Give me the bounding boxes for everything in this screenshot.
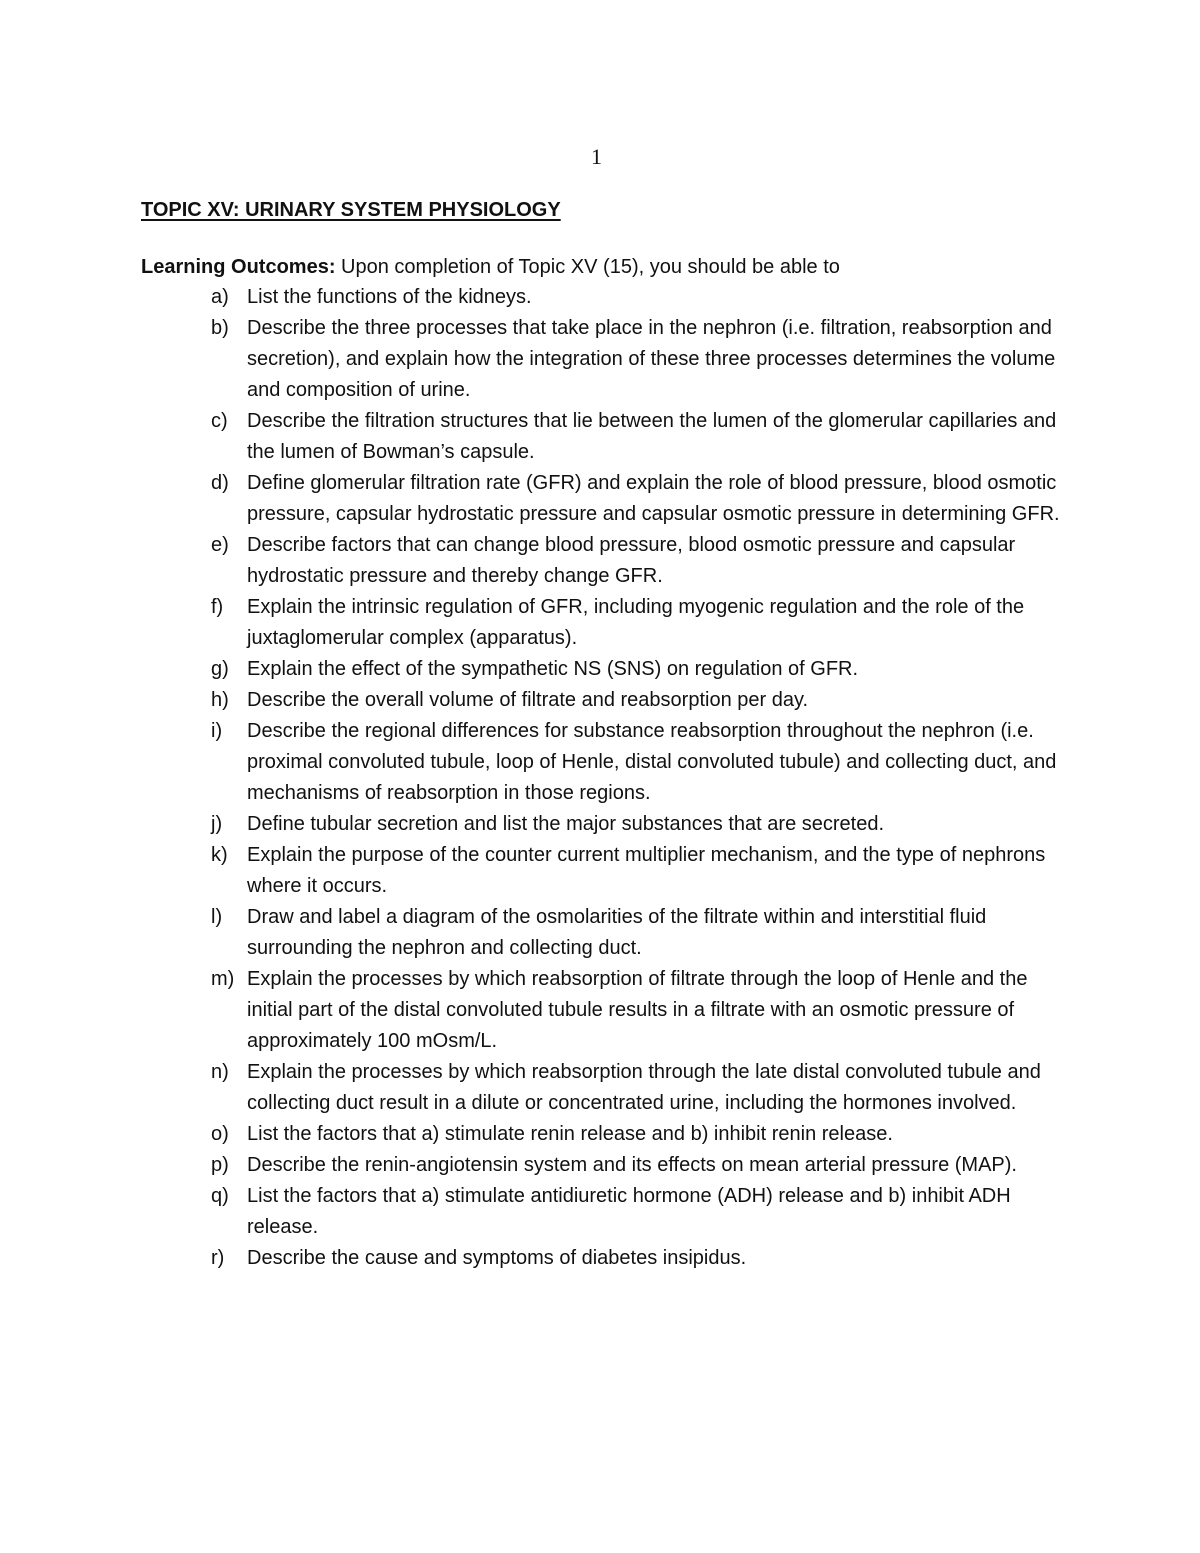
outcome-text: Define tubular secretion and list the major substances that are secreted. (247, 813, 885, 835)
outcome-marker: f) (211, 596, 224, 618)
outcome-item-j (0, 809, 1067, 840)
outcome-item-r (0, 1243, 1067, 1274)
outcome-text: Draw and label a diagram of the osmolarities of the filtrate within and interstitial fluid surrounding the nephron and collecting duct. (247, 906, 987, 959)
outcome-text: Explain the intrinsic regulation of GFR, including myogenic regulation and the role of the juxtaglomerular complex (apparatus). (247, 596, 1025, 649)
outcome-text: Describe factors that can change blood pressure, blood osmotic pressure and capsular hydrostatic pressure and thereby change GFR. (247, 534, 1016, 587)
outcome-text: Explain the purpose of the counter current multiplier mechanism, and the type of nephrons where it occurs. (247, 844, 1046, 897)
outcome-text: Describe the overall volume of filtrate and reabsorption per day. (247, 689, 809, 711)
learning-outcomes-intro (141, 254, 840, 280)
outcome-item-k (0, 840, 1067, 902)
outcome-item-p (0, 1150, 1067, 1181)
outcome-marker: d) (211, 472, 229, 494)
outcome-marker: a) (211, 286, 229, 308)
learning-outcomes-text: Upon completion of Topic XV (15), you should be able to (335, 256, 840, 278)
outcome-marker: j) (211, 813, 223, 835)
outcome-marker: l) (211, 906, 223, 928)
outcome-text: Explain the effect of the sympathetic NS (SNS) on regulation of GFR. (247, 658, 859, 680)
outcome-marker: o) (211, 1123, 229, 1145)
outcome-item-c (0, 406, 1067, 468)
outcome-marker: i) (211, 720, 223, 742)
outcome-marker: n) (211, 1061, 229, 1083)
topic-title: TOPIC XV: URINARY SYSTEM PHYSIOLOGY (141, 199, 561, 221)
outcome-marker: r) (211, 1247, 225, 1269)
outcome-item-l (0, 902, 1067, 964)
outcome-text: Define glomerular filtration rate (GFR) and explain the role of blood pressure, blood osmotic pressure, capsular hydrostatic pressure and capsular osmotic pressure in determining GFR. (247, 472, 1060, 525)
outcome-item-h (0, 685, 1067, 716)
outcome-text: Describe the filtration structures that lie between the lumen of the glomerular capillaries and the lumen of Bowman’s capsule. (247, 410, 1057, 463)
outcome-text: Describe the renin-angiotensin system and its effects on mean arterial pressure (MAP). (247, 1154, 1017, 1176)
outcome-item-o (0, 1119, 1067, 1150)
outcome-text: Describe the three processes that take place in the nephron (i.e. filtration, reabsorption and secretion), and explain how the integration of these three processes determines the volume and composition of urine. (247, 317, 1056, 401)
outcome-text: List the factors that a) stimulate renin release and b) inhibit renin release. (247, 1123, 893, 1145)
outcome-text: Explain the processes by which reabsorption through the late distal convoluted tubule and collecting duct result in a dilute or concentrated urine, including the hormones involved. (247, 1061, 1041, 1114)
outcome-marker: e) (211, 534, 229, 556)
outcome-text: Describe the regional differences for substance reabsorption throughout the nephron (i.e. proximal convoluted tubule, loop of Henle, distal convoluted tubule) and collecting duct, and mechanisms of reabsorption in those regions. (247, 720, 1057, 804)
outcome-text: Explain the processes by which reabsorption of filtrate through the loop of Henle and the initial part of the distal convoluted tubule results in a filtrate with an osmotic pressure of approximately 100 mOsm/L. (247, 968, 1028, 1052)
outcome-item-f (0, 592, 1067, 654)
outcome-marker: g) (211, 658, 229, 680)
outcome-text: List the functions of the kidneys. (247, 286, 532, 308)
outcome-text: Describe the cause and symptoms of diabetes insipidus. (247, 1247, 747, 1269)
page-number: 1 (591, 144, 602, 169)
outcome-item-b (0, 313, 1067, 406)
outcome-item-m (0, 964, 1067, 1057)
outcome-item-g (0, 654, 1067, 685)
outcome-item-i (0, 716, 1067, 809)
outcome-item-q (0, 1181, 1067, 1243)
outcome-marker: p) (211, 1154, 229, 1176)
outcome-marker: c) (211, 410, 228, 432)
outcome-item-e (0, 530, 1067, 592)
learning-outcomes-label: Learning Outcomes: (141, 256, 336, 278)
outcome-text: List the factors that a) stimulate antidiuretic hormone (ADH) release and b) inhibit ADH release. (247, 1185, 1011, 1238)
outcome-marker: b) (211, 317, 229, 339)
outcome-marker: h) (211, 689, 229, 711)
outcome-item-a (0, 282, 1067, 313)
outcome-item-d (0, 468, 1067, 530)
outcome-marker: m) (211, 968, 235, 990)
learning-outcomes-list (0, 282, 1200, 1274)
outcome-marker: q) (211, 1185, 229, 1207)
outcome-marker: k) (211, 844, 228, 866)
outcome-item-n (0, 1057, 1067, 1119)
